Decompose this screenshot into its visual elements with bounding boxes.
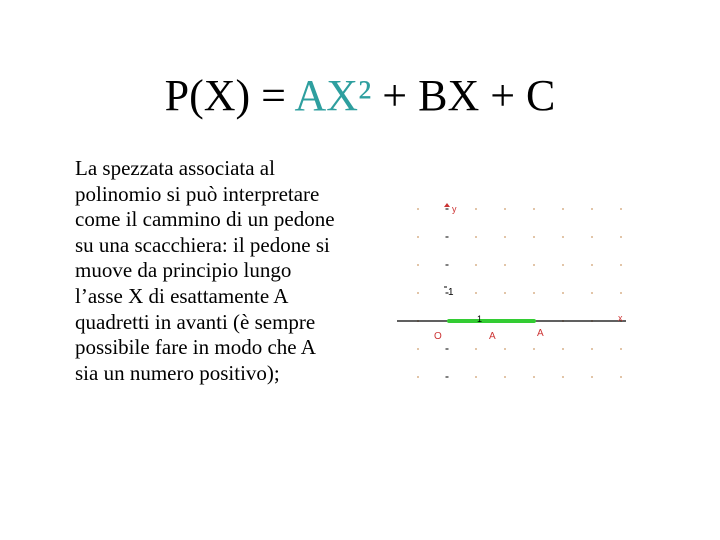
grid-dot bbox=[417, 208, 419, 210]
slide-paragraph: La spezzata associata al polinomio si può interpretare come il cammino di un pedone su una scacchiera: il pedone si muove da principio lungo l’asse X di esattamente A quadretti in avanti (è sempre possibile fare in modo che A sia un numero positivo); bbox=[75, 156, 335, 385]
grid-dot bbox=[620, 208, 622, 210]
grid-dot bbox=[504, 264, 506, 266]
grid-dot bbox=[562, 208, 564, 210]
grid-dot bbox=[475, 376, 477, 378]
grid-dot bbox=[475, 236, 477, 238]
grid-dot bbox=[562, 292, 564, 294]
title-suffix: + BX + C bbox=[371, 71, 556, 120]
grid-dot bbox=[475, 264, 477, 266]
grid-dot bbox=[591, 236, 593, 238]
grid-dot bbox=[417, 264, 419, 266]
segment-end-label: A bbox=[537, 328, 544, 339]
grid-dot bbox=[620, 348, 622, 350]
grid-dot bbox=[591, 348, 593, 350]
grid-dot bbox=[504, 236, 506, 238]
grid-dot bbox=[417, 348, 419, 350]
grid-dot bbox=[562, 236, 564, 238]
grid-dot bbox=[620, 292, 622, 294]
grid-dot bbox=[591, 376, 593, 378]
grid-dot bbox=[417, 236, 419, 238]
grid-dot bbox=[620, 236, 622, 238]
grid-dot bbox=[417, 376, 419, 378]
y-axis-label: y bbox=[452, 204, 457, 214]
grid-dot bbox=[591, 264, 593, 266]
grid-dot bbox=[533, 264, 535, 266]
grid-dot bbox=[591, 292, 593, 294]
grid-dot bbox=[504, 376, 506, 378]
grid-dot bbox=[620, 264, 622, 266]
slide-title bbox=[0, 68, 720, 124]
grid-dot bbox=[533, 292, 535, 294]
title-highlight: AX² bbox=[294, 71, 372, 120]
y-axis-arrow-icon bbox=[444, 203, 450, 207]
grid-dot bbox=[475, 348, 477, 350]
y-tick-label: 1 bbox=[448, 287, 454, 298]
grid-dot bbox=[504, 348, 506, 350]
grid-dot bbox=[591, 208, 593, 210]
origin-label: O bbox=[434, 331, 442, 342]
chessboard-figure bbox=[392, 195, 632, 390]
grid-dot bbox=[562, 264, 564, 266]
segment-mid-label: A bbox=[489, 331, 496, 342]
grid-dot bbox=[620, 376, 622, 378]
grid-dot bbox=[504, 292, 506, 294]
coordinate-grid bbox=[392, 195, 632, 390]
grid-dot bbox=[562, 348, 564, 350]
grid-dot bbox=[533, 236, 535, 238]
grid-dot bbox=[533, 376, 535, 378]
grid-dot bbox=[562, 376, 564, 378]
grid-dot bbox=[417, 292, 419, 294]
title-prefix: P(X) = bbox=[164, 71, 295, 120]
grid-dot bbox=[475, 208, 477, 210]
grid-dot bbox=[504, 208, 506, 210]
grid-dot bbox=[533, 348, 535, 350]
grid-dot bbox=[475, 292, 477, 294]
x-tick-label: 1 bbox=[477, 314, 483, 324]
grid-dot bbox=[533, 208, 535, 210]
x-axis-label: x bbox=[618, 313, 623, 323]
